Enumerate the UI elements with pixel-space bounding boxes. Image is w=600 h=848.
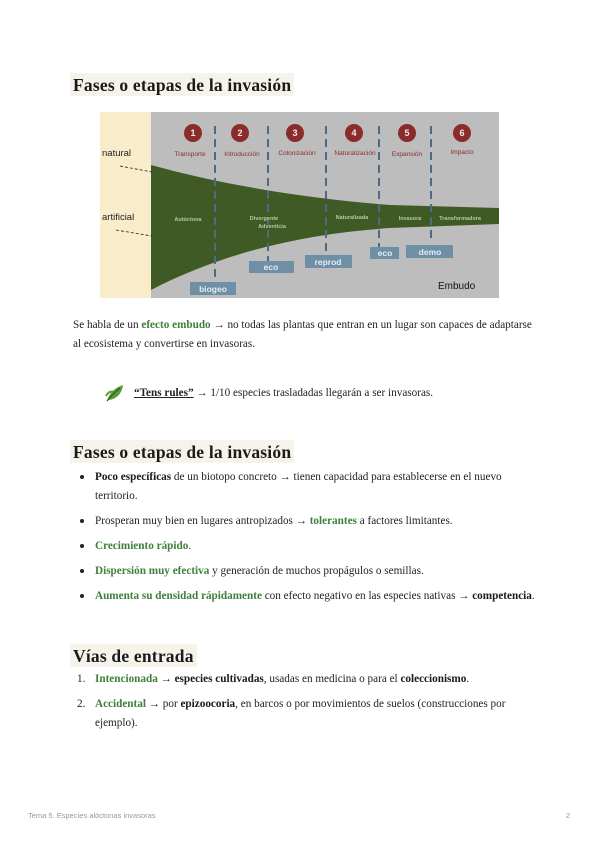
stage-number: 4: [351, 128, 357, 138]
stage-name: Naturalización: [334, 150, 376, 157]
page-number: 2: [565, 811, 570, 820]
figure-left-panel: [100, 112, 151, 298]
funnel-label: Invasora: [398, 216, 422, 222]
tens-rule-callout: [104, 382, 524, 406]
list-item: Dispersión muy efectiva y generación de muchos propágulos o semillas.: [95, 562, 545, 581]
box-label: eco: [377, 248, 393, 258]
box-label: reprod: [314, 257, 342, 267]
tens-rules-label: “Tens rules”: [134, 387, 194, 399]
invasion-funnel-figure: [100, 112, 499, 298]
section-title-phases: Fases o etapas de la invasión: [70, 73, 294, 96]
list-item: Prosperan muy bien en lugares antropizados → tolerantes a factores limitantes.: [95, 512, 545, 531]
funnel-label: Adventicia: [258, 224, 286, 230]
stage-name: Colonización: [278, 150, 316, 157]
box-label: eco: [263, 262, 279, 272]
funnel-label: Transformadora: [439, 216, 481, 222]
box-label: biogeo: [199, 284, 227, 294]
funnel-caption: Embudo: [438, 281, 476, 292]
stage-number: 5: [404, 128, 410, 138]
stage-name: Transporte: [174, 151, 206, 158]
list-item: 1. Intencionada → especies cultivadas, usadas en medicina o para el coleccionismo.: [77, 673, 470, 685]
stage-name: Introducción: [224, 151, 260, 158]
tens-rules-text: → 1/10 especies trasladadas llegarán a ser invasoras.: [193, 387, 434, 399]
list-item: Aumenta su densidad rápidamente con efecto negativo en las especies nativas → competencia.: [95, 587, 545, 606]
highlight-efecto-embudo: efecto embudo: [141, 319, 211, 331]
footer-title: Tema 5. Especies alóctonas invasoras: [28, 811, 156, 820]
stage-number: 3: [292, 128, 298, 138]
section-title-phases-2: Fases o etapas de la invasión: [70, 440, 294, 463]
funnel-label: Autóctona: [174, 217, 202, 223]
stage-number: 1: [190, 128, 196, 138]
artificial-label: artificial: [102, 212, 135, 223]
funnel-label: Naturalizada: [335, 215, 369, 221]
section-title-entry-routes: Vías de entrada: [70, 644, 197, 667]
box-label: demo: [418, 247, 442, 257]
funnel-paragraph: Se habla de un efecto embudo → no todas las plantas que entran en un lugar son capaces de adaptarse al ecosistema y convertirse en invasoras.: [73, 319, 532, 350]
natural-label: natural: [102, 148, 132, 159]
entry-routes-list: [73, 670, 545, 739]
list-item: Crecimiento rápido.: [95, 537, 545, 556]
funnel-label: Divergente: [249, 216, 279, 222]
list-item: 2. Accidental → por epizoocoria, en barcos o por movimientos de suelos (construcciones por ejemplo).: [77, 698, 506, 729]
list-item: Poco específicas de un biotopo concreto → tienen capacidad para establecerse en el nuevo territorio.: [95, 468, 545, 506]
stage-number: 2: [237, 128, 243, 138]
stage-number: 6: [459, 128, 465, 138]
stage-name: Expansión: [391, 151, 423, 158]
stage-name: Impacto: [450, 149, 474, 156]
traits-list: [73, 468, 545, 612]
leaf-icon: [104, 382, 126, 409]
